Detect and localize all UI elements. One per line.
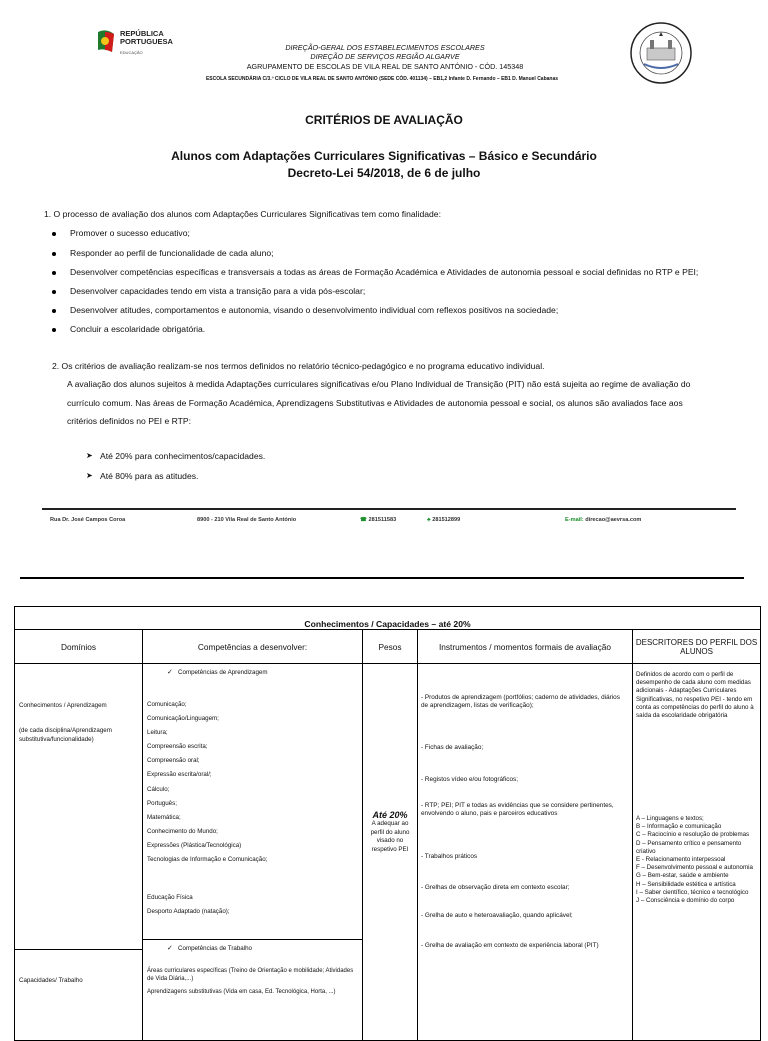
competencias-trabalho-heading: ✓ Competências de Trabalho bbox=[167, 945, 252, 952]
list-item: Promover o sucesso educativo; bbox=[70, 228, 190, 238]
check-icon: ✓ bbox=[167, 945, 173, 952]
flag-emblem-icon bbox=[96, 28, 116, 54]
header-competencias: Competências a desenvolver: bbox=[143, 630, 363, 664]
section2-paragraph-b: currículo comum. Nas áreas de Formação Académica, Aprendizagens Substitutivas e Atividades de autonomia pessoal e social, os alunos são avaliados face aos bbox=[67, 398, 683, 408]
list-item: Expressões (Plástica/Tecnológica) bbox=[147, 841, 242, 849]
dominio-conhecimentos: Conhecimentos / Aprendizagem bbox=[19, 702, 107, 709]
fax-icon: ♣ bbox=[427, 517, 431, 523]
competencias-cell bbox=[143, 664, 363, 1041]
dominios-cell bbox=[15, 664, 143, 1041]
criteria-table bbox=[14, 606, 761, 1041]
arrow-icon: ➤ bbox=[86, 451, 93, 460]
list-item: ➤ Até 80% para as atitudes. bbox=[86, 471, 199, 481]
section1-intro: 1. O processo de avaliação dos alunos com Adaptações Curriculares Significativas tem como finalidade: bbox=[44, 209, 441, 219]
list-item: H – Sensibilidade estética e artística bbox=[636, 880, 736, 888]
bullet-icon bbox=[52, 328, 56, 332]
list-item: - Produtos de aprendizagem (portfólios; caderno de atividades, diários de aprendizagem, listas de verificação); bbox=[421, 694, 620, 710]
list-item: Português; bbox=[147, 799, 177, 807]
list-item: - Registos vídeo e/ou fotográficos; bbox=[421, 776, 518, 783]
list-item: Responder ao perfil de funcionalidade de cada aluno; bbox=[70, 248, 274, 258]
competencias-list-1b bbox=[147, 891, 230, 919]
list-item: Desenvolver atitudes, comportamentos e autonomia, visando o desenvolvimento individual com reflexos positivos na sociedade; bbox=[70, 305, 558, 315]
bullet-icon bbox=[52, 232, 56, 236]
list-item: Aprendizagens substitutivas (Vida em casa, Ed. Tecnológica, Horta, ...) bbox=[147, 989, 336, 995]
list-item: Comunicação; bbox=[147, 701, 187, 708]
bullet-icon bbox=[52, 290, 56, 294]
descritores-cell bbox=[633, 664, 761, 1041]
header-line-1: DIREÇÃO-GERAL DOS ESTABELECIMENTOS ESCOLARES bbox=[285, 43, 485, 52]
bullet-icon bbox=[52, 271, 56, 275]
list-item: Desenvolver competências específicas e transversais a todas as áreas de Formação Académica e Atividades de autonomia pessoal e social definidas no RTP e PEI; bbox=[70, 267, 698, 277]
list-item: Compreensão escrita; bbox=[147, 743, 208, 751]
row-divider bbox=[15, 949, 142, 950]
header-line-4: ESCOLA SECUNDÁRIA C/3.º CICLO DE VILA REAL DE SANTO ANTÓNIO (SEDE CÓD. 401134) – EB1,2 Infante D. Fernando – EB1 D. Manuel Cabanas bbox=[205, 76, 559, 82]
list-item: Compreensão oral; bbox=[147, 757, 200, 765]
dominio-conhecimentos-detalhe: (de cada disciplina/Aprendizagem substitutiva/funcionalidade) bbox=[19, 727, 112, 744]
school-seal bbox=[630, 22, 692, 84]
list-item: Leitura; bbox=[147, 729, 168, 737]
list-item: Tecnologias de Informação e Comunicação; bbox=[147, 856, 268, 864]
pesos-cell bbox=[363, 664, 418, 1041]
list-item: Cálculo; bbox=[147, 785, 170, 793]
list-item: Matemática; bbox=[147, 813, 181, 821]
footer-phone: ☎ 281511583 bbox=[360, 517, 397, 523]
subtitle-2: Decreto-Lei 54/2018, de 6 de julho bbox=[287, 166, 481, 180]
competencias-aprendizagem-heading: ✓ Competências de Aprendizagem bbox=[167, 669, 268, 676]
page-title: CRITÉRIOS DE AVALIAÇÃO bbox=[305, 113, 463, 127]
school-seal-icon bbox=[630, 22, 692, 84]
list-item: - Grelha de auto e heteroavaliação, quando aplicável; bbox=[421, 912, 573, 919]
competencias-list-1 bbox=[147, 698, 267, 867]
header-instrumentos: Instrumentos / momentos formais de avaliação bbox=[418, 630, 633, 664]
pesos-text: A adequar ao perfil do aluno visado no respetivo PEI bbox=[370, 820, 410, 853]
bullet-icon bbox=[52, 252, 56, 256]
pesos-value: Até 20% bbox=[372, 810, 408, 820]
republica-portuguesa-logo bbox=[96, 26, 186, 62]
list-item: Desporto Adaptado (natação); bbox=[147, 908, 230, 915]
list-item: Educação Física bbox=[147, 894, 193, 901]
logo-text: REPÚBLICA PORTUGUESA bbox=[120, 29, 173, 46]
subtitle-1: Alunos com Adaptações Curriculares Significativas – Básico e Secundário bbox=[171, 149, 597, 163]
section2-paragraph-c: critérios definidos no PEI e RTP: bbox=[67, 416, 192, 426]
list-item: A – Linguagens e textos; bbox=[636, 815, 704, 822]
phone-icon: ☎ bbox=[360, 517, 367, 523]
list-item: I – Saber científico, técnico e tecnológico bbox=[636, 888, 749, 896]
email-link[interactable]: direcao@aevrsa.com bbox=[585, 517, 642, 523]
footer-email: E-mail: direcao@aevrsa.com bbox=[565, 517, 642, 523]
header-line-2: DIREÇÃO DE SERVIÇOS REGIÃO ALGARVE bbox=[310, 52, 460, 61]
list-item: - Grelha de avaliação em contexto de experiência laboral (PIT) bbox=[421, 942, 599, 949]
dominio-capacidades: Capacidades/ Trabalho bbox=[19, 977, 83, 984]
header-line-3: AGRUPAMENTO DE ESCOLAS DE VILA REAL DE SANTO ANTÓNIO - CÓD. 145348 bbox=[246, 62, 524, 71]
list-item: Comunicação/Linguagem; bbox=[147, 715, 219, 723]
section2-paragraph-a: A avaliação dos alunos sujeitos à medida Adaptações curriculares significativas e/ou Plano Individual de Transição (PIT) não está sujeita ao regime de avaliação do bbox=[67, 379, 691, 389]
list-item: - RTP; PEI; PIT e todas as evidências que se considere pertinentes, envolvendo o aluno, pais e parceiros educativos bbox=[421, 802, 614, 818]
header-pesos: Pesos bbox=[363, 630, 418, 664]
check-icon: ✓ bbox=[167, 669, 173, 676]
header-dominios: Domínios bbox=[15, 630, 143, 664]
section2-line1: 2. Os critérios de avaliação realizam-se nos termos definidos no relatório técnico-pedagógico e no programa educativo individual. bbox=[52, 361, 545, 371]
list-item: - Fichas de avaliação; bbox=[421, 744, 484, 751]
list-item: ➤ Até 20% para conhecimentos/capacidades. bbox=[86, 451, 266, 461]
arrow-icon: ➤ bbox=[86, 471, 93, 480]
list-item: E - Relacionamento interpessoal bbox=[636, 856, 726, 864]
list-item: J – Consciência e domínio do corpo bbox=[636, 897, 735, 905]
list-item: G – Bem-estar, saúde e ambiente bbox=[636, 872, 729, 880]
list-item: Expressão escrita/oral/; bbox=[147, 771, 212, 779]
list-item: - Grelhas de observação direta em contexto escolar; bbox=[421, 884, 570, 891]
footer-postal: 8900 - 210 Vila Real de Santo António bbox=[197, 517, 297, 523]
list-item: D – Pensamento crítico e pensamento criativo bbox=[636, 839, 742, 855]
header-descritores: DESCRITORES DO PERFIL DOS ALUNOS bbox=[633, 630, 761, 664]
footer-divider bbox=[42, 508, 736, 510]
list-item: Desenvolver capacidades tendo em vista a transição para a vida pós-escolar; bbox=[70, 286, 365, 296]
logo-subtext: EDUCAÇÃO bbox=[120, 50, 143, 55]
page-separator bbox=[20, 577, 744, 579]
table-caption: Conhecimentos / Capacidades – até 20% bbox=[15, 607, 761, 630]
list-item: Conhecimento do Mundo; bbox=[147, 827, 218, 835]
list-item: C – Raciocínio e resolução de problemas bbox=[636, 831, 750, 839]
footer-fax: ♣ 281512899 bbox=[427, 517, 461, 523]
list-item: B – Informação e comunicação bbox=[636, 823, 722, 831]
list-item: Áreas curriculares específicas (Treino de Orientação e mobilidade; Atividades de Vida Diária,...) bbox=[147, 968, 354, 982]
list-item: Concluir a escolaridade obrigatória. bbox=[70, 324, 205, 334]
descritores-list bbox=[636, 815, 756, 905]
instrumentos-cell bbox=[418, 664, 633, 1041]
list-item: - Trabalhos práticos bbox=[421, 853, 478, 860]
list-item: F – Desenvolvimento pessoal e autonomia bbox=[636, 864, 753, 872]
row-divider bbox=[143, 939, 362, 940]
descritores-intro: Definidos de acordo com o perfil de desempenho de cada aluno com medidas adicionais - Adaptações Curriculares Significativas, no respetivo PEI - tendo em conta as competências do perfil do aluno à saída da escolaridade obrigatória bbox=[636, 671, 754, 720]
footer-address: Rua Dr. José Campos Coroa bbox=[50, 517, 126, 523]
bullet-icon bbox=[52, 309, 56, 313]
